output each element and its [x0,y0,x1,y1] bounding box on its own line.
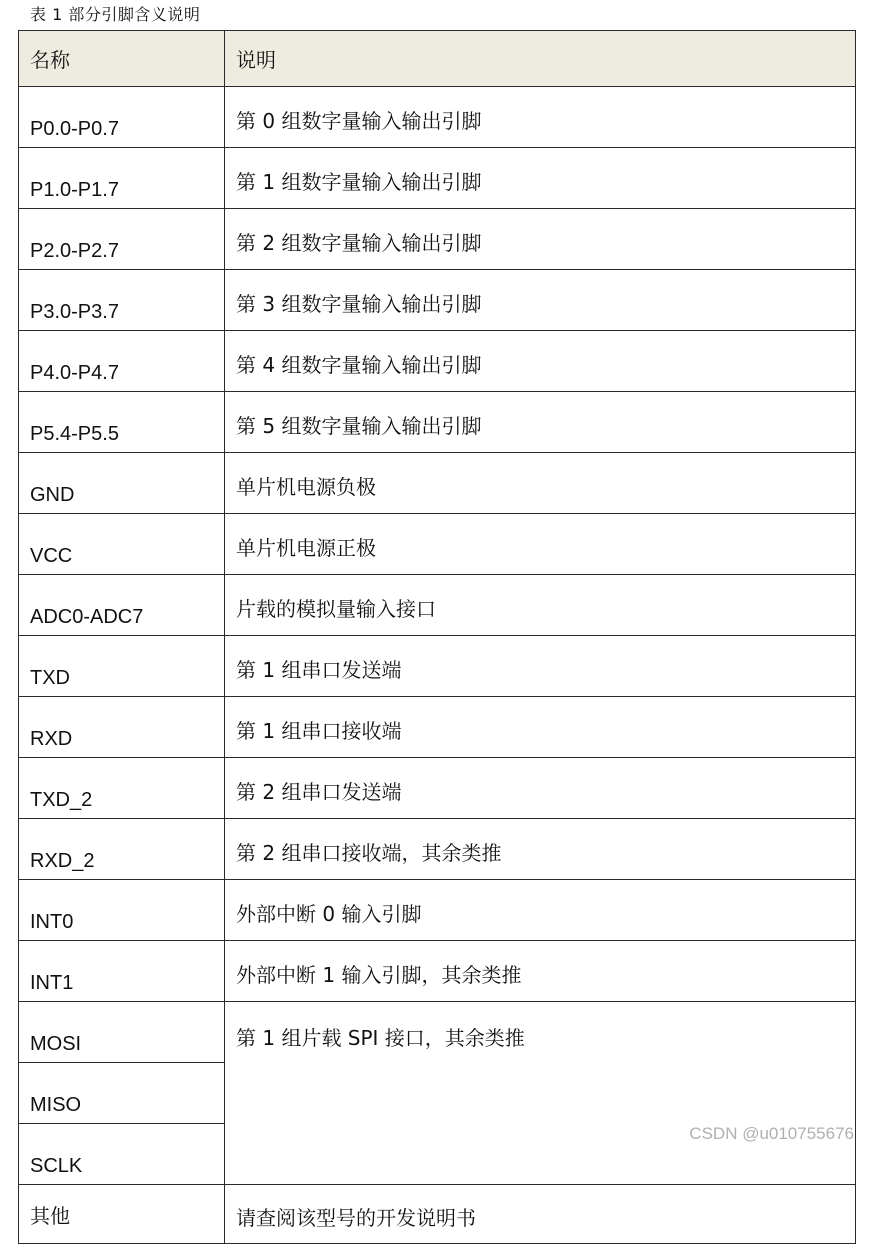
table-row [19,1185,856,1244]
column-header-name: 名称 [19,31,225,87]
pin-description-cell: 第 2 组串口接收端，其余类推 [225,819,856,880]
table-header-row [19,31,856,87]
pin-description-cell: 外部中断 0 输入引脚 [225,880,856,941]
table-row [19,880,856,941]
pin-description-cell: 第 5 组数字量输入输出引脚 [225,392,856,453]
spi-description-cell: 第 1 组片载 SPI 接口，其余类推 [225,1002,856,1185]
pin-name-cell: P0.0-P0.7 [19,87,225,148]
pin-name-cell: SCLK [19,1124,225,1185]
pin-name-cell: P3.0-P3.7 [19,270,225,331]
pin-description-cell: 外部中断 1 输入引脚，其余类推 [225,941,856,1002]
watermark: CSDN @u010755676 [689,1124,854,1143]
pin-name-cell: P4.0-P4.7 [19,331,225,392]
pin-name-cell: VCC [19,514,225,575]
pin-name-cell: P2.0-P2.7 [19,209,225,270]
table-row [19,941,856,1002]
table-row [19,209,856,270]
pin-description-cell: 请查阅该型号的开发说明书 [225,1185,856,1244]
table-row [19,87,856,148]
table-row [19,270,856,331]
column-header-description: 说明 [225,31,856,87]
table-row-spi [19,1002,856,1063]
pin-name-cell: MOSI [19,1002,225,1063]
pin-description-cell: 第 4 组数字量输入输出引脚 [225,331,856,392]
pin-description-cell: 第 3 组数字量输入输出引脚 [225,270,856,331]
table-row [19,453,856,514]
table-row [19,392,856,453]
table-row [19,697,856,758]
pin-description-cell: 第 1 组串口接收端 [225,697,856,758]
pin-description-cell: 片载的模拟量输入接口 [225,575,856,636]
table-row [19,148,856,209]
pin-description-table [18,30,856,1244]
pin-description-cell: 第 1 组串口发送端 [225,636,856,697]
pin-name-cell: TXD_2 [19,758,225,819]
table-row [19,636,856,697]
pin-name-cell: ADC0-ADC7 [19,575,225,636]
table-row [19,514,856,575]
pin-name-cell: GND [19,453,225,514]
table-row [19,819,856,880]
pin-description-cell: 单片机电源负极 [225,453,856,514]
pin-description-cell: 单片机电源正极 [225,514,856,575]
table-row [19,575,856,636]
pin-name-cell: P1.0-P1.7 [19,148,225,209]
pin-description-cell: 第 1 组数字量输入输出引脚 [225,148,856,209]
pin-description-cell: 第 2 组串口发送端 [225,758,856,819]
pin-description-cell: 第 0 组数字量输入输出引脚 [225,87,856,148]
pin-name-cell: TXD [19,636,225,697]
pin-name-cell: INT1 [19,941,225,1002]
pin-name-cell: 其他 [19,1185,225,1244]
table-row [19,331,856,392]
pin-name-cell: INT0 [19,880,225,941]
pin-name-cell: RXD_2 [19,819,225,880]
pin-name-cell: MISO [19,1063,225,1124]
pin-description-cell: 第 2 组数字量输入输出引脚 [225,209,856,270]
pin-name-cell: RXD [19,697,225,758]
pin-name-cell: P5.4-P5.5 [19,392,225,453]
table-caption: 表 1 部分引脚含义说明 [30,5,201,24]
table-row [19,758,856,819]
